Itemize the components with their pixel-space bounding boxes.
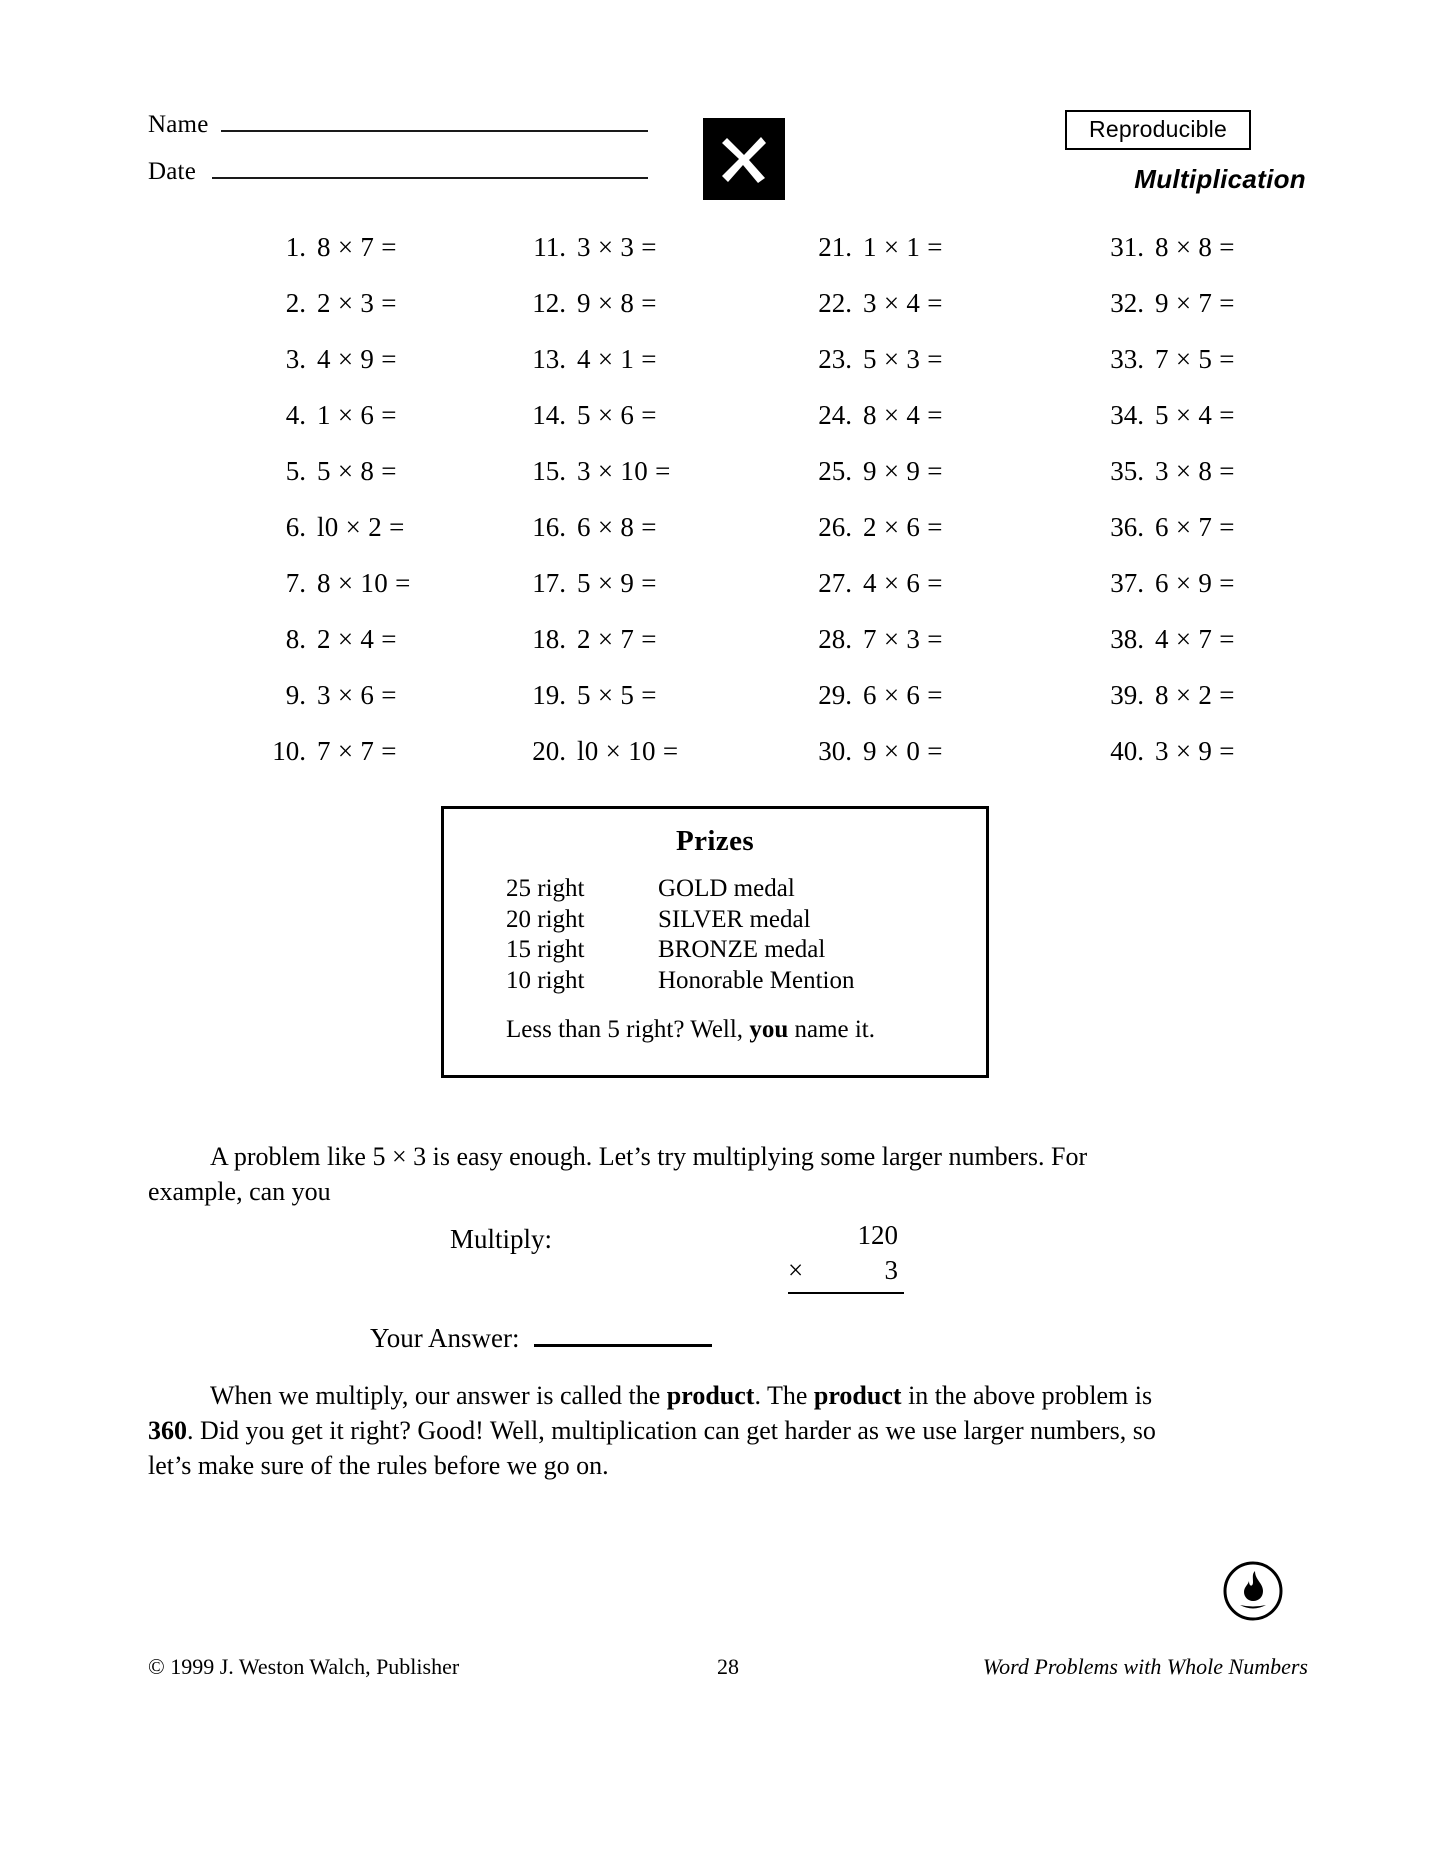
problem-item[interactable] bbox=[796, 568, 1018, 624]
problem-number: 12. bbox=[532, 288, 566, 318]
problem-item[interactable] bbox=[796, 288, 1018, 344]
prize-row bbox=[506, 905, 986, 936]
problem-expression: 4 × 1 = bbox=[577, 344, 657, 374]
closing-bold-product-2: product bbox=[813, 1381, 902, 1410]
problem-item[interactable] bbox=[250, 736, 438, 792]
problem-number: 39. bbox=[1110, 680, 1144, 710]
problem-expression: 5 × 3 = bbox=[863, 344, 943, 374]
problem-item[interactable] bbox=[796, 680, 1018, 736]
problem-expression: l0 × 10 = bbox=[577, 736, 679, 766]
problem-number: 16. bbox=[532, 512, 566, 542]
prize-award: GOLD medal bbox=[658, 875, 795, 902]
answer-row bbox=[370, 1320, 712, 1354]
problem-expression: 9 × 8 = bbox=[577, 288, 657, 318]
problem-number: 8. bbox=[285, 624, 306, 654]
prizes-box bbox=[441, 806, 989, 1078]
multiplicand: 120 bbox=[857, 1220, 898, 1250]
problem-expression: 8 × 8 = bbox=[1155, 232, 1235, 262]
problem-expression: 3 × 4 = bbox=[863, 288, 943, 318]
problem-expression: 8 × 4 = bbox=[863, 400, 943, 430]
problem-item[interactable] bbox=[796, 232, 1018, 288]
problem-expression: 4 × 9 = bbox=[317, 344, 397, 374]
problem-number: 24. bbox=[818, 400, 852, 430]
problem-expression: 9 × 0 = bbox=[863, 736, 943, 766]
problem-expression: 3 × 6 = bbox=[317, 680, 397, 710]
prize-row bbox=[506, 966, 986, 997]
walch-flame-logo-icon bbox=[1222, 1560, 1284, 1622]
problem-number: 13. bbox=[532, 344, 566, 374]
copyright-notice: © 1999 J. Weston Walch, Publisher bbox=[148, 1654, 460, 1679]
prizes-footnote-post: name it. bbox=[788, 1016, 875, 1043]
problem-expression: 5 × 6 = bbox=[577, 400, 657, 430]
problem-number: 29. bbox=[818, 680, 852, 710]
problem-item[interactable] bbox=[250, 512, 438, 568]
problem-item[interactable] bbox=[250, 288, 438, 344]
problem-expression: 8 × 7 = bbox=[317, 232, 397, 262]
name-date-block bbox=[148, 108, 648, 202]
problem-item[interactable] bbox=[510, 624, 728, 680]
page-title: Multiplication bbox=[1134, 164, 1306, 195]
problem-expression: 7 × 7 = bbox=[317, 736, 397, 766]
problem-column-3 bbox=[728, 232, 1018, 792]
problem-expression: 9 × 9 = bbox=[863, 456, 943, 486]
prize-award: Honorable Mention bbox=[658, 966, 855, 994]
problem-expression: 5 × 4 = bbox=[1155, 400, 1235, 430]
problem-item[interactable] bbox=[250, 232, 438, 288]
problem-expression: 6 × 7 = bbox=[1155, 512, 1235, 542]
name-field-row bbox=[148, 108, 648, 139]
problem-number: 28. bbox=[818, 624, 852, 654]
answer-input-rule[interactable] bbox=[534, 1320, 712, 1347]
problem-item[interactable] bbox=[796, 736, 1018, 792]
problem-expression: 8 × 10 = bbox=[317, 568, 411, 598]
problem-item[interactable] bbox=[510, 736, 728, 792]
problem-column-1 bbox=[148, 232, 438, 792]
problem-expression: l0 × 2 = bbox=[317, 512, 405, 542]
problem-number: 11. bbox=[533, 232, 566, 262]
problem-expression: 6 × 8 = bbox=[577, 512, 657, 542]
prize-row bbox=[506, 874, 986, 905]
multiply-operator-icon: × bbox=[788, 1255, 804, 1286]
prize-row bbox=[506, 935, 986, 966]
closing-text-4: . Did you get it right? Good! Well, multiplication can get harder as we use larger numbers, so let’s make sure of the rules before we go on. bbox=[148, 1416, 1156, 1481]
problem-number: 21. bbox=[818, 232, 852, 262]
problem-number: 32. bbox=[1110, 288, 1144, 318]
problem-item[interactable] bbox=[510, 400, 728, 456]
closing-text-1: When we multiply, our answer is called the bbox=[210, 1381, 667, 1410]
multiplier-row bbox=[788, 1253, 904, 1294]
multiplication-stack bbox=[788, 1218, 904, 1294]
problem-item[interactable] bbox=[250, 624, 438, 680]
problem-item[interactable] bbox=[510, 568, 728, 624]
problem-expression: 2 × 3 = bbox=[317, 288, 397, 318]
problem-item[interactable] bbox=[250, 344, 438, 400]
problem-number: 31. bbox=[1110, 232, 1144, 262]
problem-number: 23. bbox=[818, 344, 852, 374]
problem-expression: 3 × 10 = bbox=[577, 456, 671, 486]
problem-column-2 bbox=[438, 232, 728, 792]
problem-number: 14. bbox=[532, 400, 566, 430]
multiplication-x-icon bbox=[703, 118, 785, 200]
problem-item[interactable] bbox=[1088, 624, 1308, 680]
problem-number: 17. bbox=[532, 568, 566, 598]
name-label: Name bbox=[148, 111, 209, 138]
lesson-intro-paragraph: A problem like 5 × 3 is easy enough. Let’s try multiplying some larger numbers. For example, can you bbox=[148, 1142, 1088, 1206]
problem-item[interactable] bbox=[1088, 456, 1308, 512]
prizes-footnote-pre: Less than 5 right? Well, bbox=[506, 1016, 750, 1043]
problem-expression: 5 × 5 = bbox=[577, 680, 657, 710]
problem-expression: 5 × 8 = bbox=[317, 456, 397, 486]
problem-expression: 5 × 9 = bbox=[577, 568, 657, 598]
problem-number: 35. bbox=[1110, 456, 1144, 486]
problem-number: 37. bbox=[1110, 568, 1144, 598]
problem-number: 22. bbox=[818, 288, 852, 318]
closing-text-2: . The bbox=[754, 1381, 814, 1410]
problem-item[interactable] bbox=[1088, 568, 1308, 624]
name-input-rule[interactable] bbox=[221, 108, 649, 132]
problem-item[interactable] bbox=[1088, 232, 1308, 288]
book-title: Word Problems with Whole Numbers bbox=[982, 1654, 1308, 1679]
problem-expression: 2 × 4 = bbox=[317, 624, 397, 654]
problem-expression: 4 × 7 = bbox=[1155, 624, 1235, 654]
problem-number: 40. bbox=[1110, 736, 1144, 766]
problem-expression: 7 × 5 = bbox=[1155, 344, 1235, 374]
problem-number: 34. bbox=[1110, 400, 1144, 430]
problem-expression: 4 × 6 = bbox=[863, 568, 943, 598]
problem-item[interactable] bbox=[1088, 736, 1308, 792]
problem-item[interactable] bbox=[796, 624, 1018, 680]
lesson-closing-paragraph bbox=[148, 1378, 1170, 1483]
prize-count: 20 right bbox=[506, 905, 585, 933]
problem-number: 7. bbox=[285, 568, 306, 598]
problem-item[interactable] bbox=[510, 512, 728, 568]
problem-number: 3. bbox=[285, 344, 306, 374]
prize-award: BRONZE medal bbox=[658, 936, 826, 963]
page-header bbox=[148, 108, 1308, 218]
problem-item[interactable] bbox=[250, 568, 438, 624]
problem-column-4 bbox=[1018, 232, 1308, 792]
problem-item[interactable] bbox=[510, 232, 728, 288]
problem-item[interactable] bbox=[1088, 512, 1308, 568]
multiplier: 3 bbox=[884, 1255, 898, 1286]
problem-number: 26. bbox=[818, 512, 852, 542]
problem-expression: 8 × 2 = bbox=[1155, 680, 1235, 710]
problem-expression: 9 × 7 = bbox=[1155, 288, 1235, 318]
multiply-label: Multiply: bbox=[450, 1224, 553, 1254]
problem-item[interactable] bbox=[510, 680, 728, 736]
problem-number: 15. bbox=[532, 456, 566, 486]
answer-label: Your Answer: bbox=[370, 1323, 520, 1353]
problem-expression: 6 × 6 = bbox=[863, 680, 943, 710]
problem-item[interactable] bbox=[796, 400, 1018, 456]
prizes-footnote-emphasis: you bbox=[749, 1016, 789, 1043]
problem-number: 2. bbox=[285, 288, 306, 318]
reproducible-badge: Reproducible bbox=[1065, 110, 1251, 150]
problem-grid bbox=[148, 232, 1308, 792]
date-field-row bbox=[148, 155, 648, 186]
problem-expression: 3 × 3 = bbox=[577, 232, 657, 262]
problem-item[interactable] bbox=[796, 456, 1018, 512]
prize-count: 15 right bbox=[506, 936, 585, 963]
problem-number: 1. bbox=[285, 232, 306, 262]
date-label: Date bbox=[148, 158, 196, 185]
problem-item[interactable] bbox=[250, 400, 438, 456]
closing-bold-product-1: product bbox=[666, 1381, 755, 1410]
problem-number: 4. bbox=[285, 400, 306, 430]
header-right-block bbox=[1008, 110, 1308, 195]
problem-expression: 2 × 6 = bbox=[863, 512, 943, 542]
prize-count: 10 right bbox=[506, 966, 585, 994]
problem-expression: 2 × 7 = bbox=[577, 624, 657, 654]
problem-number: 36. bbox=[1110, 512, 1144, 542]
problem-number: 38. bbox=[1110, 624, 1144, 654]
closing-text-3: in the above problem is bbox=[901, 1381, 1153, 1410]
prizes-footnote bbox=[444, 1016, 986, 1044]
problem-number: 5. bbox=[285, 456, 306, 486]
problem-item[interactable] bbox=[1088, 400, 1308, 456]
problem-number: 20. bbox=[532, 736, 566, 766]
problem-item[interactable] bbox=[796, 344, 1018, 400]
problem-number: 18. bbox=[532, 624, 566, 654]
problem-expression: 6 × 9 = bbox=[1155, 568, 1235, 598]
page-footer bbox=[148, 1654, 1308, 1688]
problem-number: 9. bbox=[285, 680, 306, 710]
problem-expression: 7 × 3 = bbox=[863, 624, 943, 654]
problem-item[interactable] bbox=[250, 680, 438, 736]
problem-item[interactable] bbox=[1088, 344, 1308, 400]
problem-expression: 3 × 9 = bbox=[1155, 736, 1235, 766]
problem-item[interactable] bbox=[510, 456, 728, 512]
problem-number: 10. bbox=[272, 736, 306, 766]
problem-number: 25. bbox=[818, 456, 852, 486]
problem-expression: 1 × 1 = bbox=[863, 232, 943, 262]
problem-number: 33. bbox=[1110, 344, 1144, 374]
problem-expression: 1 × 6 = bbox=[317, 400, 397, 430]
problem-item[interactable] bbox=[1088, 288, 1308, 344]
closing-bold-answer: 360 bbox=[148, 1416, 187, 1446]
problem-item[interactable] bbox=[510, 288, 728, 344]
prizes-title: Prizes bbox=[675, 825, 755, 857]
problem-number: 30. bbox=[818, 736, 852, 766]
prize-count: 25 right bbox=[506, 875, 585, 902]
prizes-list bbox=[444, 874, 986, 996]
problem-item[interactable] bbox=[796, 512, 1018, 568]
prize-award: SILVER medal bbox=[658, 905, 811, 933]
problem-item[interactable] bbox=[250, 456, 438, 512]
date-input-rule[interactable] bbox=[212, 155, 648, 179]
problem-expression: 3 × 8 = bbox=[1155, 456, 1235, 486]
problem-item[interactable] bbox=[1088, 680, 1308, 736]
problem-number: 27. bbox=[818, 568, 852, 598]
problem-item[interactable] bbox=[510, 344, 728, 400]
page-number: 28 bbox=[717, 1654, 739, 1679]
problem-number: 6. bbox=[285, 512, 306, 542]
problem-number: 19. bbox=[532, 680, 566, 710]
